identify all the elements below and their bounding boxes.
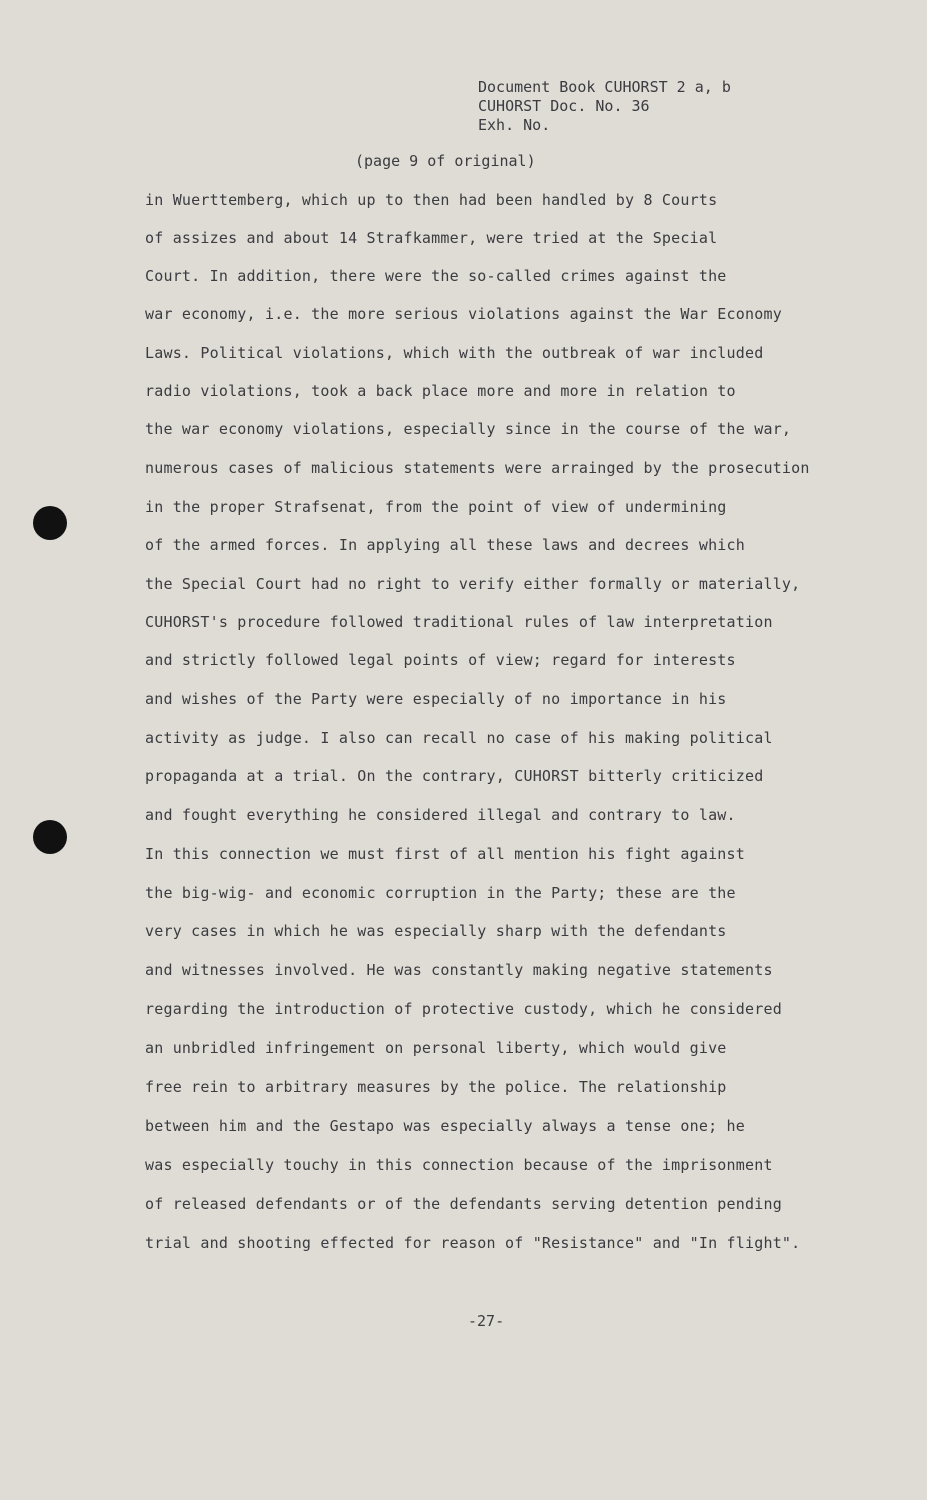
- text-line: and wishes of the Party were especially of no importance in his: [145, 690, 727, 708]
- text-line: In this connection we must first of all mention his fight against: [145, 845, 745, 863]
- text-line: was especially touchy in this connection because of the imprisonment: [145, 1156, 773, 1174]
- punch-hole: [33, 820, 67, 854]
- text-line: of released defendants or of the defendants serving detention pending: [145, 1195, 782, 1213]
- header-line-exhibit: Exh. No.: [478, 116, 551, 134]
- text-line: in the proper Strafsenat, from the point of view of undermining: [145, 498, 727, 516]
- header-line-document-book: Document Book CUHORST 2 a, b: [478, 78, 731, 96]
- text-line: very cases in which he was especially sharp with the defendants: [145, 922, 727, 940]
- text-line: and fought everything he considered illegal and contrary to law.: [145, 806, 736, 824]
- text-line: the war economy violations, especially since in the course of the war,: [145, 420, 792, 438]
- text-line: between him and the Gestapo was especially always a tense one; he: [145, 1117, 745, 1135]
- text-line: free rein to arbitrary measures by the police. The relationship: [145, 1078, 727, 1096]
- text-line: war economy, i.e. the more serious violations against the War Economy: [145, 305, 782, 323]
- text-line: regarding the introduction of protective custody, which he considered: [145, 1000, 782, 1018]
- text-line: Laws. Political violations, which with the outbreak of war included: [145, 344, 764, 362]
- punch-hole: [33, 506, 67, 540]
- text-line: of assizes and about 14 Strafkammer, were tried at the Special: [145, 229, 718, 247]
- text-line: of the armed forces. In applying all these laws and decrees which: [145, 536, 745, 554]
- text-line: numerous cases of malicious statements were arrainged by the prosecution: [145, 459, 810, 477]
- text-line: in Wuerttemberg, which up to then had been handled by 8 Courts: [145, 191, 718, 209]
- text-line: CUHORST's procedure followed traditional rules of law interpretation: [145, 613, 773, 631]
- original-page-label: (page 9 of original): [355, 152, 536, 170]
- text-line: an unbridled infringement on personal liberty, which would give: [145, 1039, 727, 1057]
- text-line: and witnesses involved. He was constantly making negative statements: [145, 961, 773, 979]
- text-line: trial and shooting effected for reason of "Resistance" and "In flight".: [145, 1234, 801, 1252]
- document-header: [478, 78, 731, 135]
- text-line: propaganda at a trial. On the contrary, CUHORST bitterly criticized: [145, 767, 764, 785]
- page-number: -27-: [468, 1312, 505, 1330]
- text-line: the Special Court had no right to verify either formally or materially,: [145, 575, 801, 593]
- header-line-doc-number: CUHORST Doc. No. 36: [478, 97, 650, 115]
- text-line: and strictly followed legal points of view; regard for interests: [145, 651, 736, 669]
- text-line: the big-wig- and economic corruption in the Party; these are the: [145, 884, 736, 902]
- text-line: Court. In addition, there were the so-called crimes against the: [145, 267, 727, 285]
- text-line: radio violations, took a back place more and more in relation to: [145, 382, 736, 400]
- text-line: activity as judge. I also can recall no case of his making political: [145, 729, 773, 747]
